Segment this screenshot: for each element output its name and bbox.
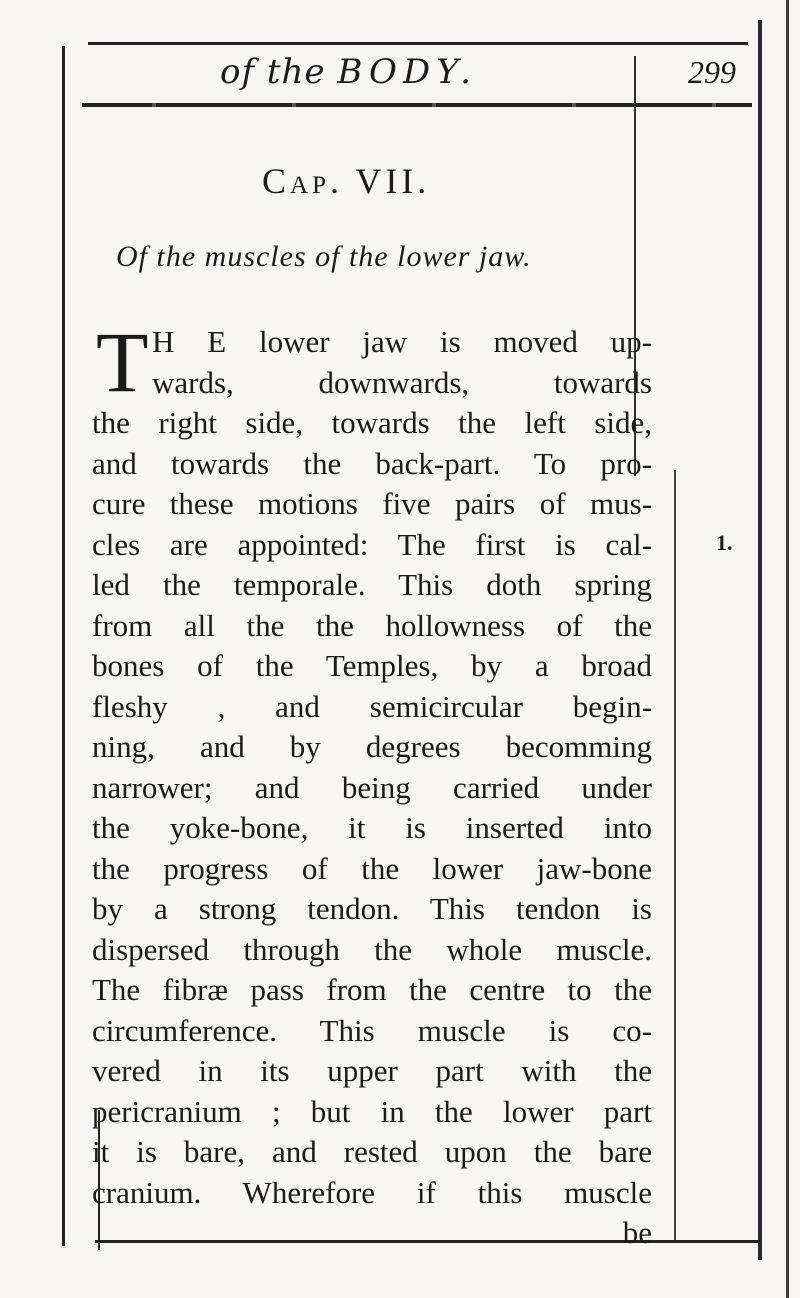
text-line: cles are appointed: The first is cal- (92, 526, 652, 562)
text-line: it is bare, and rested upon the bare (92, 1134, 652, 1169)
page-edge-line (786, 0, 789, 1298)
text-line: fleshy , and semicircular begin- (92, 688, 652, 724)
text-line: narrower; and being carried under (92, 769, 652, 805)
text-line: circumference. This muscle is co- (92, 1012, 652, 1048)
left-frame-line (62, 46, 65, 1246)
text-line: be (622, 1215, 652, 1250)
text-line: the progress of the lower jaw-bone (92, 850, 652, 886)
body-text (92, 314, 652, 1254)
text-line: and towards the back-part. To pro- (92, 445, 652, 481)
text-line: The fibræ pass from the centre to the (92, 972, 652, 1007)
text-line: the yoke-bone, it is inserted into (92, 810, 652, 845)
text-line: wards, downwards, towards (152, 364, 652, 400)
text-line: by a strong tendon. This tendon is (92, 891, 652, 926)
text-line: led the temporale. This doth spring (92, 567, 652, 602)
text-line: dispersed through the whole muscle. (92, 931, 652, 967)
margin-note: 1. (716, 530, 733, 555)
text-line: cure these motions five pairs of mus- (92, 486, 652, 521)
running-head-caps: BODY. (337, 52, 477, 92)
page-number: 299 (688, 54, 736, 90)
drop-cap: T (96, 314, 149, 410)
chapter-subtitle: Of the muscles of the lower jaw. (116, 240, 532, 273)
chapter-title: Cap. VII. (262, 161, 431, 201)
text-line: bones of the Temples, by a broad (92, 648, 652, 683)
text-line: ning, and by degrees becomming (92, 729, 652, 764)
running-head-text: of the (220, 52, 338, 92)
text-line: H E lower jaw is moved up- (152, 324, 652, 359)
text-line: pericranium ; but in the lower part (92, 1093, 652, 1129)
header-bottom-rule (82, 103, 752, 107)
text-line: the right side, towards the left side, (92, 405, 652, 440)
text-line: from all the the hollowness of the (92, 607, 652, 643)
text-line: vered in its upper part with the (92, 1053, 652, 1088)
column-divider-line-lower (674, 470, 676, 1240)
running-head (220, 52, 477, 92)
right-frame-line (758, 20, 762, 1260)
text-line: cranium. Wherefore if this muscle (92, 1174, 652, 1210)
header-top-rule (88, 42, 748, 45)
